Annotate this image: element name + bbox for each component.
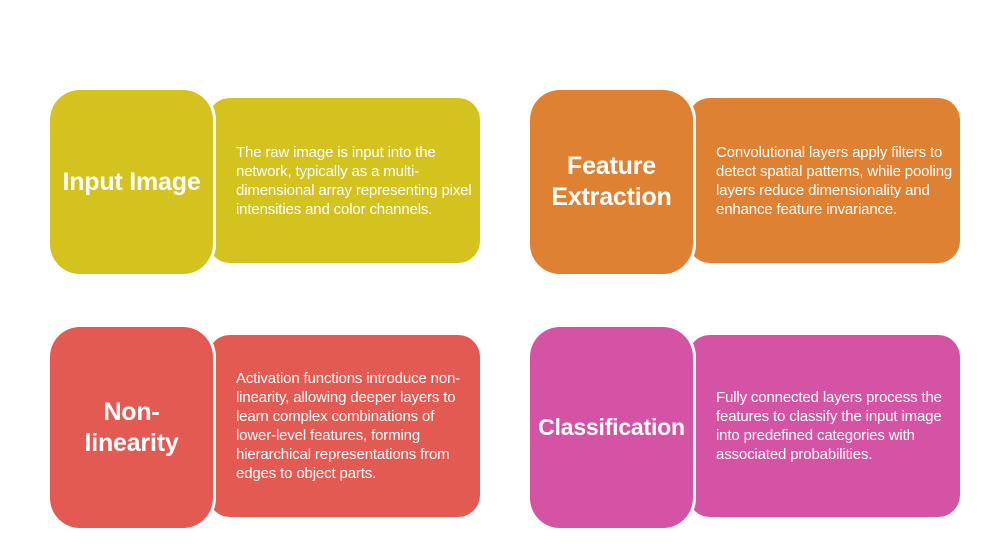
step-description: Activation functions introduce non-linearity, allowing deeper layers to learn complex combinations of lower-level features, forming hierarchical representations from edges to object parts. — [236, 370, 461, 482]
step-card-feature-extraction — [530, 90, 960, 274]
step-title: Feature Extraction — [551, 152, 672, 211]
description-panel — [688, 98, 960, 263]
description-panel — [688, 335, 960, 517]
title-tile — [50, 327, 213, 528]
step-description: The raw image is input into the network, typically as a multi-dimensional array representing pixel intensities and color channels. — [236, 143, 472, 218]
title-tile — [530, 327, 693, 528]
step-description: Convolutional layers apply filters to detect spatial patterns, while pooling layers reduce dimensionality and enhance feature invariance. — [716, 143, 953, 218]
description-panel — [208, 98, 480, 263]
step-description: Fully connected layers process the features to classify the input image into predefined categories with associated probabilities. — [716, 389, 942, 463]
title-tile — [50, 90, 213, 274]
step-title: Classification — [538, 414, 685, 440]
step-title: Non-linearity — [84, 397, 179, 457]
step-card-non-linearity — [50, 327, 480, 528]
step-card-input-image — [50, 90, 480, 274]
step-title: Input Image — [62, 167, 201, 196]
description-panel — [208, 335, 480, 517]
title-tile — [530, 90, 693, 274]
step-card-classification — [530, 327, 960, 528]
